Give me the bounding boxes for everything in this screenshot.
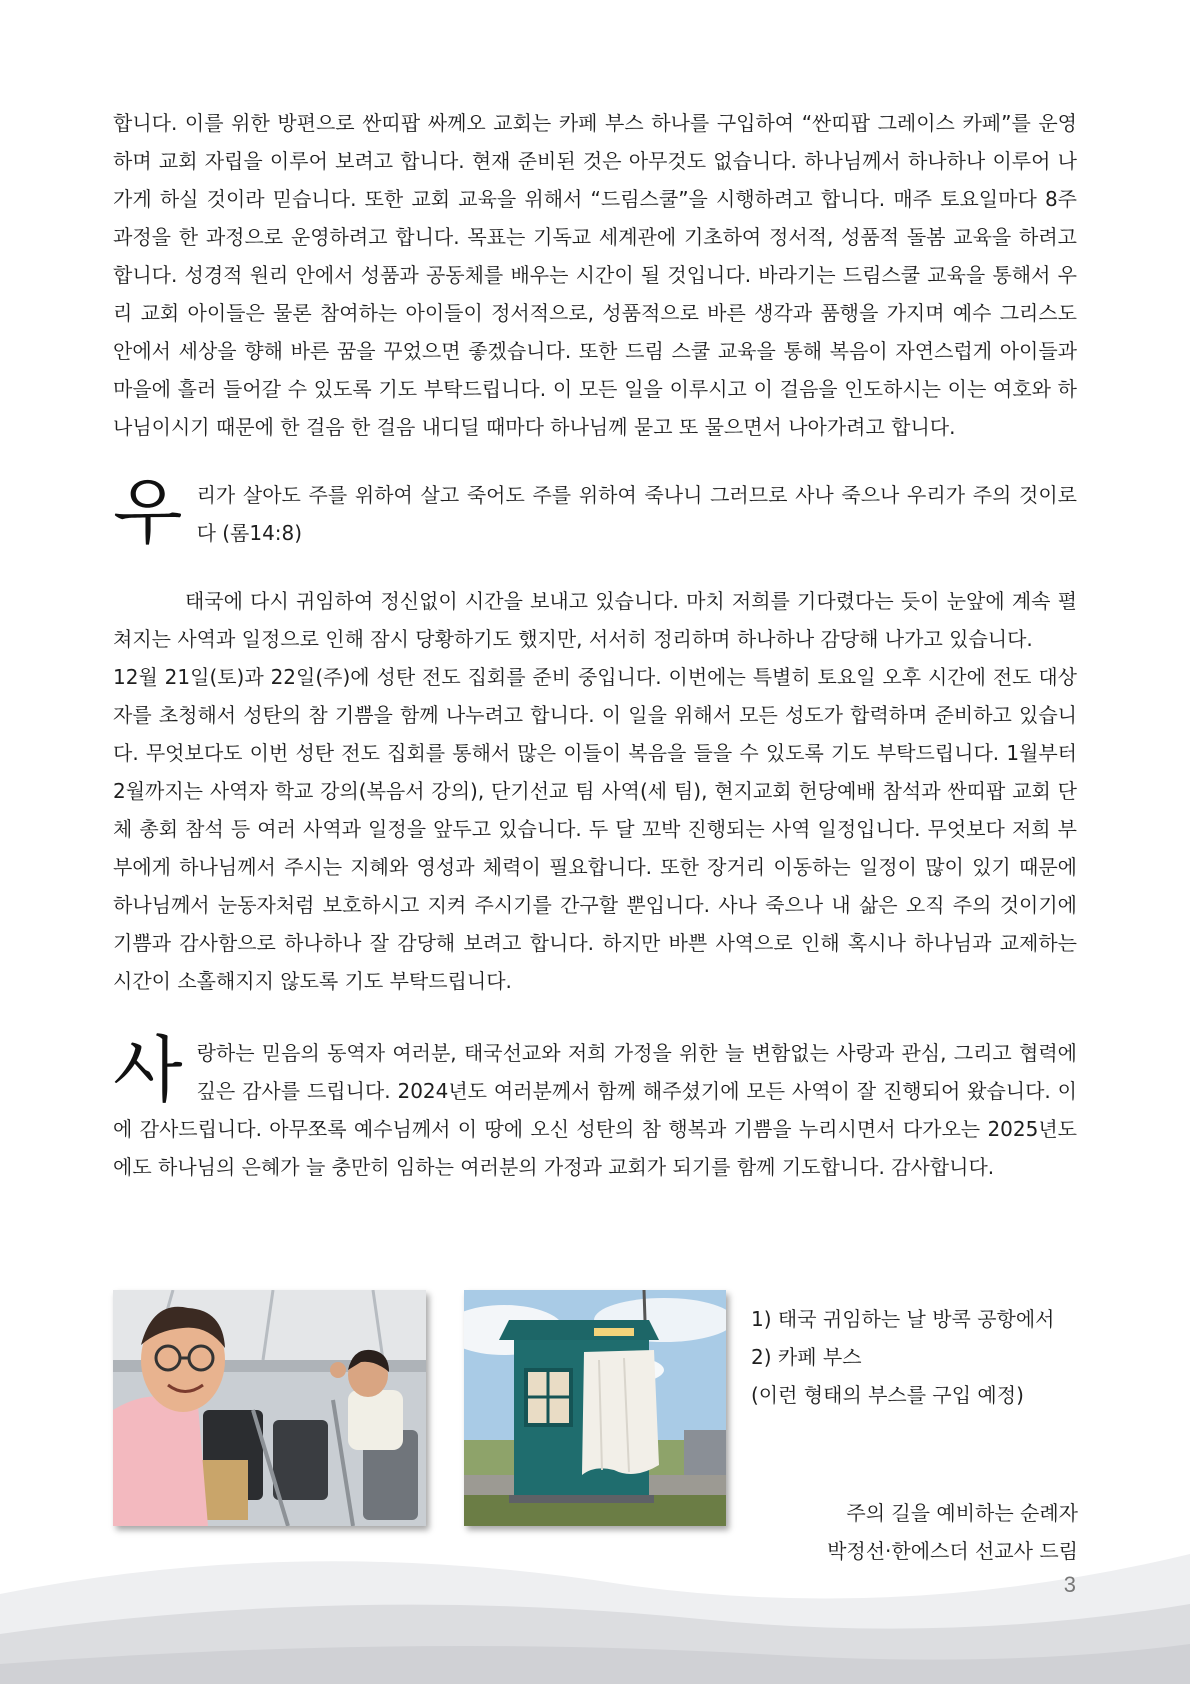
caption-2: 2) 카페 부스 (751, 1345, 862, 1369)
thanks-paragraph (113, 1028, 1077, 1186)
cafe-booth-photo (464, 1290, 726, 1526)
airport-selfie-illustration (113, 1290, 426, 1526)
verse-text: 리가 살아도 주를 위하여 살고 죽어도 주를 위하여 죽나니 그러므로 사나 죽으나 우리가 주의 것이로다 (롬14:8) (196, 483, 1077, 545)
paragraph-return: 태국에 다시 귀임하여 정신없이 시간을 보내고 있습니다. 마치 저희를 기다렸다는 듯이 눈앞에 계속 펼쳐지는 사역과 일정으로 인해 잠시 당황하기도 했지만, 서서히 정리하며 하나하나 감당해 나가고 있습니다. (113, 589, 1077, 651)
photo-captions (751, 1300, 1081, 1414)
caption-1: 1) 태국 귀임하는 날 방콕 공항에서 (751, 1307, 1055, 1331)
thanks-text: 랑하는 믿음의 동역자 여러분, 태국선교와 저희 가정을 위한 늘 변함없는 사랑과 관심, 그리고 협력에 깊은 감사를 드립니다. 2024년도 여러분께서 함께 해주셨기에 모든 사역이 잘 진행되어 왔습니다. 이에 감사드립니다. 아무쪼록 예수님께서 이 땅에 오신 성탄의 참 행복과 기쁨을 누리시면서 다가오는 2025년도에도 하나님의 은혜가 늘 충만히 임하는 여러분의 가정과 교회가 되기를 함께 기도합니다. 감사합니다. (113, 1041, 1077, 1179)
signature-line-1: 주의 길을 예비하는 순례자 (846, 1501, 1078, 1525)
caption-3: (이런 형태의 부스를 구입 예정) (751, 1383, 1024, 1407)
airport-selfie-photo (113, 1290, 426, 1526)
page-number: 3 (1063, 1572, 1076, 1597)
footer-wave-decoration (0, 1524, 1190, 1684)
verse-paragraph (113, 470, 1077, 554)
article-body (113, 104, 1077, 1186)
verse-drop-cap: 우 (113, 470, 183, 554)
cafe-booth-illustration (464, 1290, 726, 1526)
thanks-drop-cap: 사 (113, 1028, 183, 1112)
paragraph-cafe-dreamschool: 합니다. 이를 위한 방편으로 싼띠팝 싸께오 교회는 카페 부스 하나를 구입하여 “싼띠팝 그레이스 카페”를 운영하며 교회 자립을 이루어 보려고 합니다. 현재 준비된 것은 아무것도 없습니다. 하나님께서 하나하나 이루어 나가게 하실 것이라 믿습니다. 또한 교회 교육을 위해서 “드림스쿨”을 시행하려고 합니다. 매주 토요일마다 8주 과정을 한 과정으로 운영하려고 합니다. 목표는 기독교 세계관에 기초하여 정서적, 성품적 돌봄 교육을 하려고 합니다. 성경적 원리 안에서 성품과 공동체를 배우는 시간이 될 것입니다. 바라기는 드림스쿨 교육을 통해서 우리 교회 아이들은 물론 참여하는 아이들이 정서적으로, 성품적으로 바른 생각과 품행을 가지며 예수 그리스도 안에서 세상을 향해 바른 꿈을 꾸었으면 좋겠습니다. 또한 드림 스쿨 교육을 통해 복음이 자연스럽게 아이들과 마을에 흘러 들어갈 수 있도록 기도 부탁드립니다. 이 모든 일을 이루시고 이 걸음을 인도하시는 이는 여호와 하나님이시기 때문에 한 걸음 한 걸음 내디딜 때마다 하나님께 묻고 또 물으면서 나아가려고 합니다. (113, 111, 1077, 439)
paragraph-christmas-schedule: 12월 21일(토)과 22일(주)에 성탄 전도 집회를 준비 중입니다. 이번에는 특별히 토요일 오후 시간에 전도 대상자를 초청해서 성탄의 참 기쁨을 함께 나누려고 합니다. 이 일을 위해서 모든 성도가 합력하며 준비하고 있습니다. 무엇보다도 이번 성탄 전도 집회를 통해서 많은 이들이 복음을 들을 수 있도록 기도 부탁드립니다. 1월부터 2월까지는 사역자 학교 강의(복음서 강의), 단기선교 팀 사역(세 팀), 현지교회 헌당예배 참석과 싼띠팝 교회 단체 총회 참석 등 여러 사역과 일정을 앞두고 있습니다. 두 달 꼬박 진행되는 사역 일정입니다. 무엇보다 저희 부부에게 하나님께서 주시는 지혜와 영성과 체력이 필요합니다. 또한 장거리 이동하는 일정이 많이 있기 때문에 하나님께서 눈동자처럼 보호하시고 지켜 주시기를 간구할 뿐입니다. 사나 죽으나 내 삶은 오직 주의 것이기에 기쁨과 감사함으로 하나하나 잘 감당해 보려고 합니다. 하지만 바쁜 사역으로 인해 혹시나 하나님과 교제하는 시간이 소홀해지지 않도록 기도 부탁드립니다. (113, 665, 1077, 993)
signature-line-2: 박정선·한에스더 선교사 드림 (827, 1539, 1078, 1563)
